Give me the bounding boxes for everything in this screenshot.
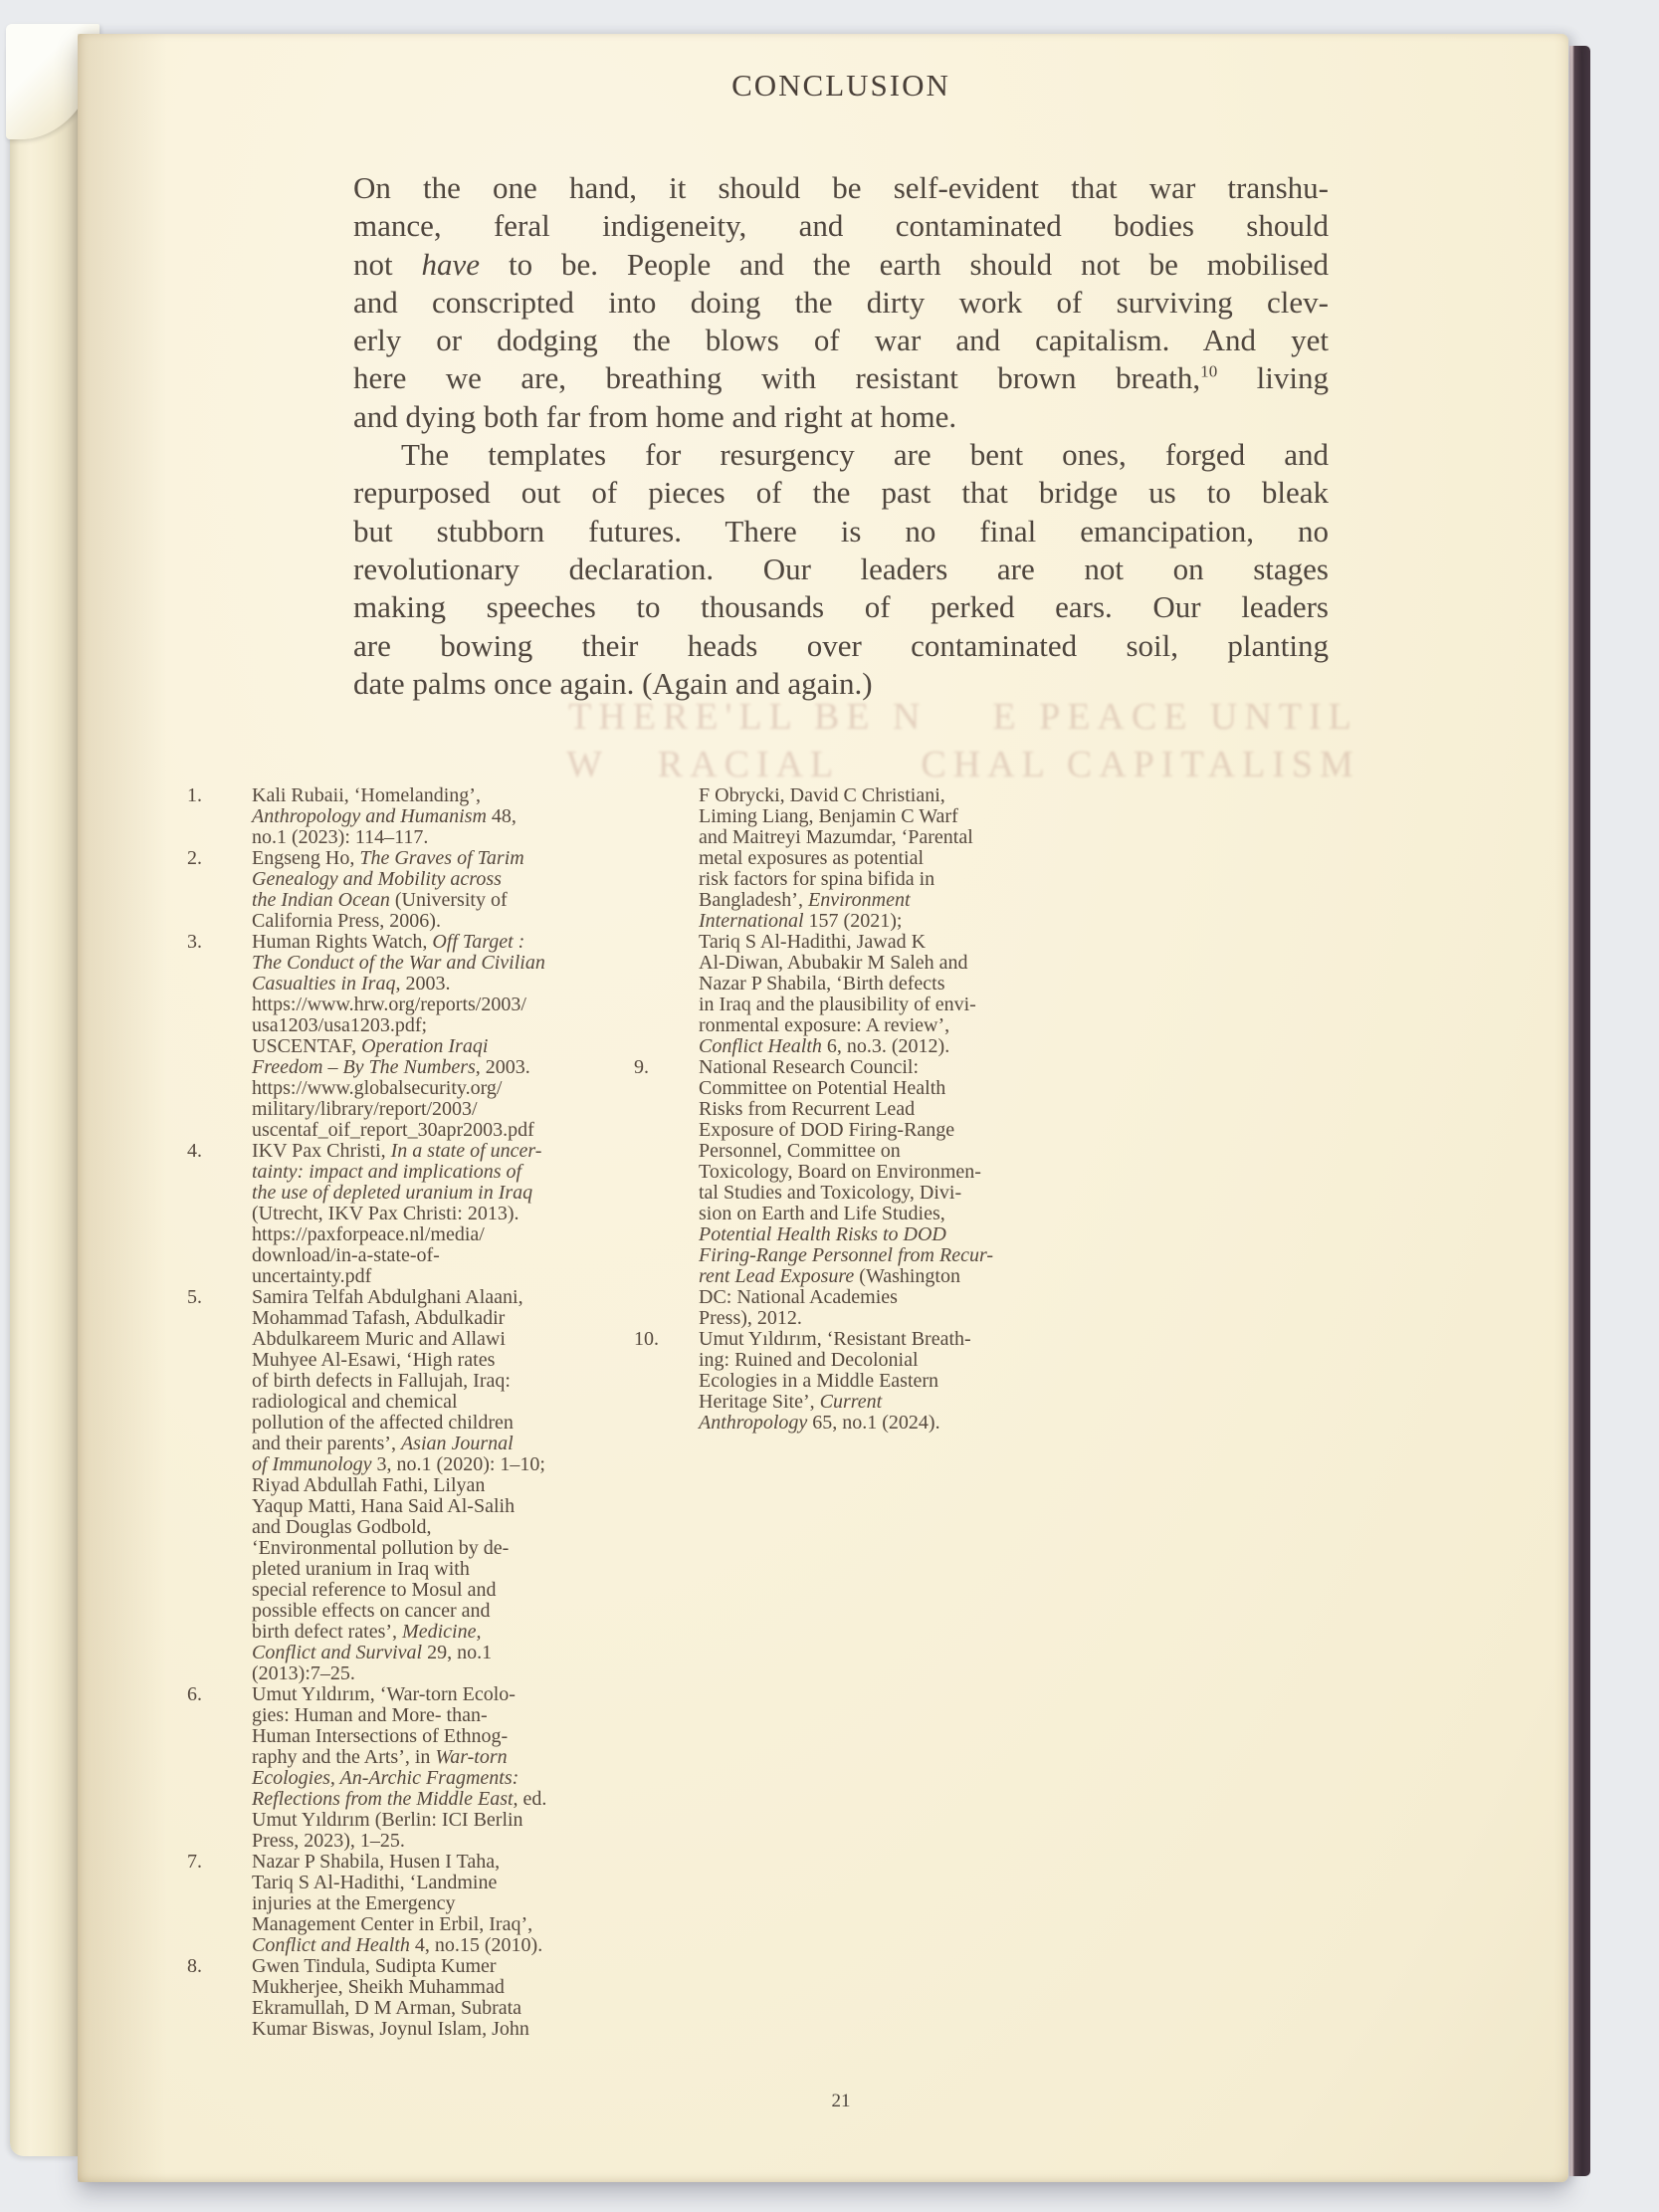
body-line: date palms once again. (Again and again.): [353, 665, 873, 701]
footnote-line: IKV Pax Christi, In a state of uncer-: [252, 1140, 542, 1162]
footnote-line: radiological and chemical: [252, 1391, 458, 1413]
footnote-line: Liming Liang, Benjamin C Warf: [699, 805, 958, 827]
footnote-number: 1.: [187, 784, 202, 806]
footnote-line: Tariq S Al-Hadithi, ‘Landmine: [252, 1872, 498, 1893]
footnote-line: Gwen Tindula, Sudipta Kumer: [252, 1955, 497, 1977]
footnote-number: 2.: [187, 847, 202, 869]
footnote-item: [634, 785, 993, 1057]
body-line: here we are, breathing with resistant brown breath,$^{10}$ living: [353, 360, 1329, 396]
footnote-line: and Douglas Godbold,: [252, 1516, 432, 1538]
footnote-line: Al-Diwan, Abubakir M Saleh and: [699, 952, 968, 974]
footnote-text: [252, 1141, 541, 1287]
footnote-line: Firing-Range Personnel from Recur-: [699, 1244, 994, 1266]
footnote-line: Press, 2023), 1–25.: [252, 1830, 405, 1852]
footnote-item: [187, 1287, 546, 1684]
footnote-text: [699, 1329, 971, 1434]
footnote-line: Toxicology, Board on Environmen-: [699, 1161, 981, 1183]
footnote-line: download/in-a-state-of-: [252, 1244, 440, 1266]
footnote-item: [634, 1057, 993, 1329]
footnote-item: [187, 785, 546, 848]
footnote-line: Tariq S Al-Hadithi, Jawad K: [699, 931, 927, 953]
footnote-line: Bangladesh’, Environment: [699, 889, 911, 911]
footnote-line: tal Studies and Toxicology, Divi-: [699, 1182, 962, 1204]
footnote-line: birth defect rates’, Medicine,: [252, 1621, 482, 1643]
footnote-line: Management Center in Erbil, Iraq’,: [252, 1913, 533, 1935]
footnote-line: Ekramullah, D M Arman, Subrata: [252, 1997, 522, 2019]
footnote-line: Umut Yıldırım, ‘Resistant Breath-: [699, 1328, 971, 1350]
body-line: mance, feral indigeneity, and contaminated bodies should: [353, 208, 1329, 244]
footnote-line: Exposure of DOD Firing-Range: [699, 1119, 955, 1141]
footnote-line: (2013):7–25.: [252, 1662, 355, 1684]
footnote-line: military/library/report/2003/: [252, 1098, 478, 1120]
footnote-line: (Utrecht, IKV Pax Christi: 2013).: [252, 1203, 519, 1224]
footnote-line: Heritage Site’, Current: [699, 1391, 883, 1413]
footnote-line: usa1203/usa1203.pdf;: [252, 1014, 428, 1036]
footnote-line: Press), 2012.: [699, 1307, 802, 1329]
body-line: repurposed out of pieces of the past that bridge us to bleak: [353, 475, 1329, 511]
footnote-line: Riyad Abdullah Fathi, Lilyan: [252, 1474, 486, 1496]
footnote-line: sion on Earth and Life Studies,: [699, 1203, 945, 1224]
footnote-line: Reflections from the Middle East, ed.: [252, 1788, 547, 1810]
footnote-line: and their parents’, Asian Journal: [252, 1433, 514, 1454]
footnote-line: https://www.globalsecurity.org/: [252, 1077, 503, 1099]
footnote-line: Engseng Ho, The Graves of Tarim: [252, 847, 524, 869]
footnote-text: [699, 1057, 993, 1329]
footnote-column-right: [634, 785, 993, 1434]
body-text: [353, 169, 1329, 703]
footnote-column-left: [187, 785, 546, 2040]
footnote-line: Personnel, Committee on: [699, 1140, 901, 1162]
gutter-shadow: [78, 34, 167, 2182]
body-line: are bowing their heads over contaminated soil, planting: [353, 627, 1329, 663]
footnote-line: Muhyee Al-Esawi, ‘High rates: [252, 1349, 496, 1371]
footnote-line: ‘Environmental pollution by de-: [252, 1537, 510, 1559]
footnote-line: gies: Human and More- than-: [252, 1704, 488, 1726]
chapter-heading: CONCLUSION: [731, 68, 950, 103]
footnote-line: Conflict Health 6, no.3. (2012).: [699, 1035, 950, 1057]
footnote-item: [187, 1852, 546, 1956]
body-line: and conscripted into doing the dirty work of surviving clev-: [353, 284, 1329, 320]
footnote-line: Casualties in Iraq, 2003.: [252, 973, 451, 995]
footnote-text: [252, 1684, 546, 1852]
page-number: 21: [831, 2091, 851, 2111]
body-line: but stubborn futures. There is no final emancipation, no: [353, 513, 1329, 549]
footnote-line: International 157 (2021);: [699, 910, 903, 932]
footnote-line: Human Rights Watch, Off Target :: [252, 931, 525, 953]
footnote-text: [699, 785, 976, 1057]
footnote-number: 10.: [634, 1328, 659, 1350]
footnote-line: Conflict and Survival 29, no.1: [252, 1642, 493, 1663]
footnote-line: https://www.hrw.org/reports/2003/: [252, 994, 526, 1015]
footnote-line: of birth defects in Fallujah, Iraq:: [252, 1370, 511, 1392]
body-line: The templates for resurgency are bent ones, forged and: [401, 437, 1329, 473]
footnote-line: F Obrycki, David C Christiani,: [699, 784, 945, 806]
footnote-line: Anthropology 65, no.1 (2024).: [699, 1412, 940, 1434]
footnote-line: possible effects on cancer and: [252, 1600, 491, 1622]
footnote-line: Kali Rubaii, ‘Homelanding’,: [252, 784, 481, 806]
footnote-line: ronmental exposure: A review’,: [699, 1014, 950, 1036]
footnote-line: Human Intersections of Ethnog-: [252, 1725, 509, 1747]
footnote-number: 7.: [187, 1851, 202, 1873]
footnote-text: [252, 785, 517, 848]
footnote-line: National Research Council:: [699, 1056, 920, 1078]
body-line: erly or dodging the blows of war and capitalism. And yet: [353, 323, 1329, 358]
footnote-line: the use of depleted uranium in Iraq: [252, 1182, 533, 1204]
footnote-text: [252, 848, 524, 932]
footnote-text: [252, 1852, 542, 1956]
footnote-number: 6.: [187, 1683, 202, 1705]
ghost-bleed-line-1: THERE'LL BE N E PEACE UNTIL: [568, 696, 1358, 738]
body-line: revolutionary declaration. Our leaders are not on stages: [353, 551, 1329, 586]
footnote-line: risk factors for spina bifida in: [699, 868, 935, 890]
body-line: making speeches to thousands of perked ears. Our leaders: [353, 589, 1329, 625]
footnote-line: Umut Yıldırım (Berlin: ICI Berlin: [252, 1809, 523, 1831]
footnote-line: rent Lead Exposure (Washington: [699, 1265, 960, 1287]
footnote-line: Abdulkareem Muric and Allawi: [252, 1328, 506, 1350]
footnote-line: tainty: impact and implications of: [252, 1161, 522, 1183]
footnote-line: USCENTAF, Operation Iraqi: [252, 1035, 489, 1057]
footnote-line: Risks from Recurrent Lead: [699, 1098, 916, 1120]
footnote-line: ing: Ruined and Decolonial: [699, 1349, 919, 1371]
footnote-line: special reference to Mosul and: [252, 1579, 497, 1601]
footnote-line: in Iraq and the plausibility of envi-: [699, 994, 976, 1015]
footnote-text: [252, 932, 545, 1141]
footnote-line: https://paxforpeace.nl/media/: [252, 1223, 485, 1245]
footnote-line: Nazar P Shabila, Husen I Taha,: [252, 1851, 501, 1873]
body-line: and dying both far from home and right at home.: [353, 398, 957, 434]
footnote-line: and Maitreyi Mazumdar, ‘Parental: [699, 826, 973, 848]
body-line: On the one hand, it should be self-evident that war transhu-: [353, 170, 1329, 205]
footnote-line: Umut Yıldırım, ‘War-torn Ecolo-: [252, 1683, 516, 1705]
footnote-line: Mohammad Tafash, Abdulkadir: [252, 1307, 506, 1329]
footnote-line: Conflict and Health 4, no.15 (2010).: [252, 1934, 543, 1956]
footnote-line: injuries at the Emergency: [252, 1892, 456, 1914]
footnote-line: uscentaf_oif_report_30apr2003.pdf: [252, 1119, 534, 1141]
footnote-number: 5.: [187, 1286, 202, 1308]
footnote-item: [634, 1329, 993, 1434]
footnote-line: The Conduct of the War and Civilian: [252, 952, 545, 974]
footnote-line: pollution of the affected children: [252, 1412, 514, 1434]
footnote-line: Potential Health Risks to DOD: [699, 1223, 946, 1245]
footnote-item: [187, 1684, 546, 1852]
footnote-line: uncertainty.pdf: [252, 1265, 372, 1287]
footnote-number: 9.: [634, 1056, 649, 1078]
footnote-line: Committee on Potential Health: [699, 1077, 946, 1099]
ghost-bleed-line-2: W RACIAL CHAL CAPITALISM: [566, 744, 1360, 785]
footnote-line: metal exposures as potential: [699, 847, 925, 869]
footnote-line: Ecologies in a Middle Eastern: [699, 1370, 939, 1392]
footnote-number: 3.: [187, 931, 202, 953]
footnote-item: [187, 1141, 546, 1287]
footnote-number: 4.: [187, 1140, 202, 1162]
footnote-text: [252, 1287, 545, 1684]
footnote-number: 8.: [187, 1955, 202, 1977]
footnote-line: Kumar Biswas, Joynul Islam, John: [252, 2018, 529, 2040]
footnote-line: the Indian Ocean (University of: [252, 889, 508, 911]
body-line: not have to be. People and the earth should not be mobilised: [353, 246, 1329, 282]
footnote-line: Nazar P Shabila, ‘Birth defects: [699, 973, 945, 995]
footnote-line: Ecologies, An-Archic Fragments:: [252, 1767, 519, 1789]
footnote-line: pleted uranium in Iraq with: [252, 1558, 470, 1580]
footnote-line: of Immunology 3, no.1 (2020): 1–10;: [252, 1453, 545, 1475]
footnote-line: Yaqup Matti, Hana Said Al-Salih: [252, 1495, 516, 1517]
footnote-line: Freedom – By The Numbers, 2003.: [252, 1056, 530, 1078]
footnote-line: no.1 (2023): 114–117.: [252, 826, 429, 848]
footnote-line: Anthropology and Humanism 48,: [252, 805, 517, 827]
ghost-bleed-text: [396, 693, 1531, 788]
footnote-item: [187, 932, 546, 1141]
footnote-line: DC: National Academies: [699, 1286, 898, 1308]
footnote-text: [252, 1956, 529, 2040]
footnote-item: [187, 848, 546, 932]
footnote-line: Samira Telfah Abdulghani Alaani,: [252, 1286, 523, 1308]
footnote-line: California Press, 2006).: [252, 910, 441, 932]
book-page: [78, 34, 1568, 2182]
book-cover-edge: [1569, 46, 1590, 2176]
footnote-line: Genealogy and Mobility across: [252, 868, 502, 890]
footnote-line: raphy and the Arts’, in War-torn: [252, 1746, 508, 1768]
footnote-item: [187, 1956, 546, 2040]
footnote-line: Mukherjee, Sheikh Muhammad: [252, 1976, 505, 1998]
page-stack-edge: [10, 42, 78, 2156]
